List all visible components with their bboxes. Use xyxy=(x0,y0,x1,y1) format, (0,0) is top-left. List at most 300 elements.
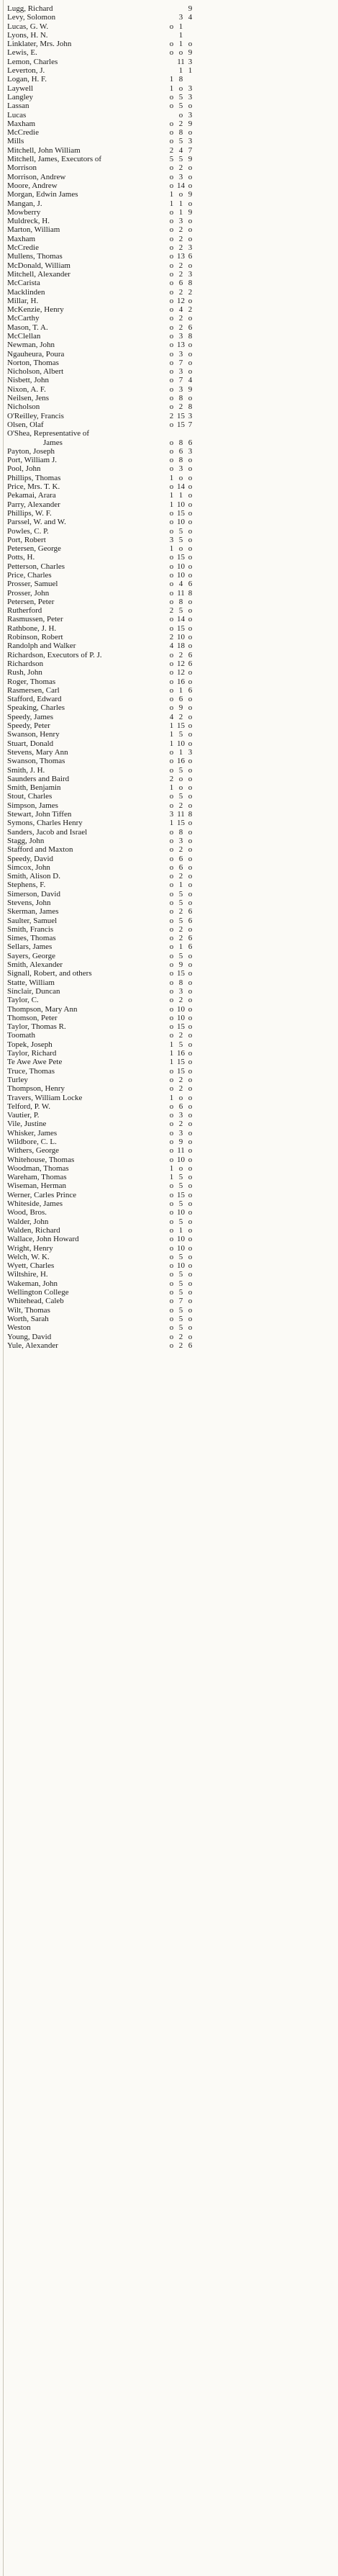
amount-shillings: 15 xyxy=(177,508,185,518)
entry-amount xyxy=(167,969,196,978)
amount-shillings: 2 xyxy=(178,225,183,235)
ledger-row xyxy=(0,641,338,650)
amount-pence: o xyxy=(188,1288,193,1297)
ledger-row xyxy=(0,1067,338,1076)
amount-pounds: o xyxy=(169,518,174,527)
entry-amount xyxy=(167,1323,196,1332)
ledger-row xyxy=(0,199,338,208)
entry-amount xyxy=(167,217,196,225)
amount-pence: o xyxy=(188,464,193,474)
amount-pence: o xyxy=(188,1084,193,1094)
amount-pounds: o xyxy=(169,659,174,668)
amount-pounds: o xyxy=(169,916,174,925)
amount-pounds: o xyxy=(169,765,174,775)
amount-pounds: o xyxy=(169,464,174,474)
amount-pounds: o xyxy=(169,845,174,855)
entry-name: Wakeman, John xyxy=(7,1279,58,1288)
entry-amount xyxy=(167,1031,196,1040)
amount-pence: o xyxy=(188,721,193,731)
amount-pounds: o xyxy=(169,207,174,217)
ledger-row xyxy=(0,766,338,775)
entry-name: Leverton, J. xyxy=(7,66,45,76)
entry-amount xyxy=(167,438,196,447)
amount-pounds: o xyxy=(169,172,174,181)
entry-name: Thompson, Henry xyxy=(7,1084,65,1094)
entry-amount xyxy=(167,4,196,13)
entry-amount xyxy=(167,553,196,562)
amount-pence: o xyxy=(188,535,193,544)
ledger-row xyxy=(0,881,338,889)
entry-name: Pekamai, Arara xyxy=(7,491,56,500)
amount-shillings: 10 xyxy=(177,518,185,527)
amount-shillings: 9 xyxy=(178,703,183,713)
ledger-row xyxy=(0,960,338,969)
amount-pence: 6 xyxy=(188,323,193,332)
amount-pounds: o xyxy=(169,1181,174,1191)
entry-name: Laywell xyxy=(7,84,34,93)
amount-shillings: 4 xyxy=(178,305,183,315)
amount-pounds: o xyxy=(169,420,174,429)
entry-name: Potts, H. xyxy=(7,553,35,562)
amount-pence: o xyxy=(188,1270,193,1279)
amount-shillings: 5 xyxy=(178,1252,183,1261)
entry-amount xyxy=(167,367,196,376)
entry-amount xyxy=(167,225,196,234)
ledger-row xyxy=(0,235,338,243)
entry-amount xyxy=(167,863,196,872)
amount-shillings: 8 xyxy=(178,827,183,837)
amount-pence: 2 xyxy=(188,305,193,315)
entry-amount xyxy=(167,1279,196,1288)
ledger-row xyxy=(0,1306,338,1315)
amount-pence: 2 xyxy=(188,287,193,297)
amount-shillings: 12 xyxy=(177,668,185,677)
amount-shillings: 10 xyxy=(177,1208,185,1217)
entry-amount xyxy=(167,128,196,137)
amount-pounds: 1 xyxy=(169,1163,174,1173)
entry-name: Speedy, David xyxy=(7,854,54,863)
amount-pence: o xyxy=(188,456,193,465)
ledger-row xyxy=(0,243,338,252)
amount-pounds: o xyxy=(169,1314,174,1323)
entry-name: Worth, Sarah xyxy=(7,1314,49,1323)
ledger-row xyxy=(0,801,338,810)
amount-shillings: 12 xyxy=(177,296,185,305)
amount-shillings: 15 xyxy=(177,553,185,562)
entry-amount xyxy=(167,855,196,863)
entry-amount xyxy=(167,1173,196,1181)
entry-name: Powles, C. P. xyxy=(7,526,49,536)
ledger-row xyxy=(0,93,338,102)
entry-name: Wiseman, Herman xyxy=(7,1181,67,1191)
entry-amount xyxy=(167,703,196,712)
entry-name: Price, Charles xyxy=(7,571,52,580)
ledger-row xyxy=(0,394,338,402)
ledger-row xyxy=(0,651,338,659)
entry-name: Simes, Thomas xyxy=(7,934,56,943)
amount-pounds: o xyxy=(169,1305,174,1315)
amount-pounds: o xyxy=(169,801,174,810)
entry-amount xyxy=(167,48,196,57)
amount-shillings: 2 xyxy=(178,872,183,881)
entry-name: Rasmersen, Carl xyxy=(7,685,60,695)
entry-name: Lassan xyxy=(7,102,29,111)
amount-pence: o xyxy=(188,889,193,899)
ledger-row xyxy=(0,482,338,491)
ledger-row xyxy=(0,261,338,270)
amount-pence: o xyxy=(188,367,193,377)
entry-name: Petterson, Charles xyxy=(7,562,65,571)
amount-pounds: o xyxy=(169,1341,174,1350)
entry-name: Pool, John xyxy=(7,464,41,474)
ledger-row xyxy=(0,128,338,137)
amount-pence: o xyxy=(188,508,193,518)
entry-amount xyxy=(167,917,196,925)
amount-shillings: 10 xyxy=(177,1004,185,1014)
entry-name: Morgan, Edwin James xyxy=(7,190,78,199)
entry-amount xyxy=(167,739,196,748)
amount-pence: o xyxy=(188,571,193,580)
amount-pounds: o xyxy=(169,1199,174,1209)
amount-pounds: 1 xyxy=(169,1040,174,1049)
amount-shillings: 2 xyxy=(178,934,183,943)
entry-name: Whisker, James xyxy=(7,1128,58,1138)
entry-name: Mason, T. A. xyxy=(7,323,48,332)
entry-name: Statte, William xyxy=(7,978,55,987)
amount-pounds: o xyxy=(169,92,174,102)
amount-pence: o xyxy=(188,1120,193,1129)
ledger-row xyxy=(0,429,338,438)
ledger-row xyxy=(0,84,338,93)
amount-pounds: o xyxy=(169,1323,174,1333)
amount-pence: o xyxy=(188,633,193,642)
entry-name: Smith, Francis xyxy=(7,924,54,934)
entry-name: Lewis, E. xyxy=(7,48,37,58)
entry-amount xyxy=(167,341,196,349)
amount-pounds: o xyxy=(169,623,174,633)
entry-amount xyxy=(167,518,196,526)
ledger-row xyxy=(0,1173,338,1181)
amount-pounds: o xyxy=(169,394,174,403)
entry-amount xyxy=(167,500,196,509)
entry-amount xyxy=(167,314,196,323)
entry-amount xyxy=(167,1226,196,1235)
amount-pounds: o xyxy=(169,358,174,367)
amount-shillings: 5 xyxy=(178,1305,183,1315)
amount-pence: o xyxy=(188,1173,193,1182)
amount-pence: 3 xyxy=(188,446,193,456)
amount-shillings: 4 xyxy=(178,145,183,155)
ledger-row xyxy=(0,925,338,934)
amount-pence: 6 xyxy=(188,942,193,952)
entry-name: Taylor, Thomas R. xyxy=(7,1022,66,1032)
amount-shillings: 3 xyxy=(178,349,183,359)
amount-pounds: o xyxy=(169,898,174,907)
amount-pounds: o xyxy=(169,924,174,934)
amount-shillings: 5 xyxy=(178,155,183,164)
amount-pounds: o xyxy=(169,1297,174,1306)
amount-pounds: 1 xyxy=(169,1058,174,1067)
entry-amount xyxy=(167,624,196,633)
amount-pence: 9 xyxy=(188,119,193,128)
ledger-row xyxy=(0,385,338,394)
amount-pence: 4 xyxy=(188,376,193,385)
amount-pence: o xyxy=(188,1314,193,1323)
amount-pounds: o xyxy=(169,1208,174,1217)
amount-pence: 4 xyxy=(188,13,193,22)
entry-amount xyxy=(167,996,196,1004)
ledger-row xyxy=(0,1297,338,1305)
amount-shillings: 5 xyxy=(178,1323,183,1333)
amount-pence: 6 xyxy=(188,907,193,917)
entry-amount xyxy=(167,1067,196,1076)
amount-pounds: 2 xyxy=(169,633,174,642)
ledger-row xyxy=(0,695,338,703)
amount-shillings: o xyxy=(178,110,183,120)
amount-pounds: 3 xyxy=(169,535,174,544)
entry-name: Welch, W. K. xyxy=(7,1252,50,1261)
ledger-row xyxy=(0,1129,338,1138)
amount-pounds: o xyxy=(169,757,174,766)
entry-amount xyxy=(167,261,196,270)
amount-shillings: o xyxy=(178,774,183,783)
entry-amount xyxy=(167,402,196,411)
entry-amount xyxy=(167,1040,196,1049)
entry-name: Smith, Benjamin xyxy=(7,783,61,793)
entry-amount xyxy=(167,1138,196,1146)
entry-name: Phillips, Thomas xyxy=(7,473,61,482)
amount-shillings: 10 xyxy=(177,562,185,571)
amount-shillings: 2 xyxy=(178,234,183,243)
amount-pounds: o xyxy=(169,1155,174,1164)
amount-pence: o xyxy=(188,1111,193,1120)
entry-name: Morrison, Andrew xyxy=(7,172,66,181)
ledger-row xyxy=(0,288,338,297)
ledger-row xyxy=(0,1315,338,1323)
entry-name: Millar, H. xyxy=(7,296,39,305)
entry-name: Randolph and Walker xyxy=(7,641,76,651)
amount-pence: o xyxy=(188,872,193,881)
entry-amount xyxy=(167,429,196,438)
entry-amount xyxy=(167,288,196,297)
amount-shillings: 8 xyxy=(178,456,183,465)
amount-pounds: o xyxy=(169,1004,174,1014)
entry-name: Saunders and Baird xyxy=(7,774,70,783)
ledger-row xyxy=(0,1076,338,1084)
amount-pounds: o xyxy=(169,863,174,872)
amount-pounds: o xyxy=(169,597,174,606)
amount-shillings: 2 xyxy=(178,845,183,855)
ledger-row xyxy=(0,996,338,1004)
amount-shillings: o xyxy=(178,1163,183,1173)
entry-amount xyxy=(167,721,196,730)
entry-amount xyxy=(167,102,196,110)
entry-name: Mullens, Thomas xyxy=(7,252,63,261)
ledger-row xyxy=(0,757,338,765)
entry-amount xyxy=(167,890,196,899)
entry-name: Langley xyxy=(7,92,34,102)
entry-name: Smith, J. H. xyxy=(7,765,45,775)
amount-shillings: 16 xyxy=(177,677,185,686)
entry-name: Richardson xyxy=(7,659,44,668)
entry-name: Norton, Thomas xyxy=(7,358,59,367)
amount-pence: o xyxy=(188,199,193,208)
ledger-row xyxy=(0,571,338,580)
entry-name: Travers, William Locke xyxy=(7,1093,83,1102)
ledger-row xyxy=(0,1333,338,1341)
ledger-row xyxy=(0,855,338,863)
entry-amount xyxy=(167,93,196,102)
amount-pence: o xyxy=(188,960,193,970)
amount-shillings: 7 xyxy=(178,1297,183,1306)
amount-shillings: 8 xyxy=(178,75,183,84)
amount-pence: o xyxy=(188,1199,193,1209)
entry-name: McKenzie, Henry xyxy=(7,305,64,315)
amount-pence: o xyxy=(188,695,193,704)
amount-shillings: 5 xyxy=(178,1288,183,1297)
amount-shillings: 3 xyxy=(178,331,183,341)
ledger-row xyxy=(0,1146,338,1155)
ledger-row xyxy=(0,527,338,536)
amount-shillings: 12 xyxy=(177,659,185,668)
amount-pence: o xyxy=(188,341,193,350)
amount-pence: o xyxy=(188,1146,193,1156)
amount-pounds: o xyxy=(169,181,174,190)
amount-pence: o xyxy=(188,730,193,739)
amount-shillings: 3 xyxy=(178,986,183,996)
entry-amount xyxy=(167,801,196,810)
ledger-row xyxy=(0,509,338,518)
amount-pence: o xyxy=(188,1261,193,1271)
entry-name: Wright, Henry xyxy=(7,1243,53,1253)
amount-pence: o xyxy=(188,677,193,686)
amount-pounds: o xyxy=(169,243,174,253)
amount-shillings: 5 xyxy=(178,1181,183,1191)
entry-name: Whitehouse, Thomas xyxy=(7,1155,75,1164)
amount-shillings: 1 xyxy=(178,747,183,757)
amount-pounds: 2 xyxy=(169,145,174,155)
entry-name: Speedy, Peter xyxy=(7,721,50,731)
ledger-row xyxy=(0,677,338,686)
entry-name: Stout, Charles xyxy=(7,792,52,801)
ledger-row xyxy=(0,890,338,899)
amount-pence: o xyxy=(188,217,193,226)
amount-pounds: o xyxy=(169,1261,174,1271)
amount-shillings: 5 xyxy=(178,1173,183,1182)
entry-name: Phillips, W. F. xyxy=(7,508,52,518)
amount-pounds: o xyxy=(169,22,174,31)
amount-pence: o xyxy=(188,623,193,633)
entry-amount xyxy=(167,420,196,429)
entry-name: Toomath xyxy=(7,1031,35,1040)
ledger-row xyxy=(0,1040,338,1049)
entry-name: Payton, Joseph xyxy=(7,446,55,456)
ledger-row xyxy=(0,297,338,305)
amount-pence: 8 xyxy=(188,588,193,598)
amount-pence: o xyxy=(188,234,193,243)
entry-amount xyxy=(167,1076,196,1084)
ledger-row xyxy=(0,1279,338,1288)
ledger-row xyxy=(0,474,338,482)
amount-pounds: 1 xyxy=(169,500,174,509)
amount-pence: o xyxy=(188,792,193,801)
entry-name: Wyett, Charles xyxy=(7,1261,55,1271)
amount-pence: o xyxy=(188,1235,193,1244)
ledger-row xyxy=(0,323,338,332)
amount-pounds: o xyxy=(169,1279,174,1288)
entry-name: Nicholson, Albert xyxy=(7,367,64,377)
amount-pence: o xyxy=(188,863,193,872)
entry-amount xyxy=(167,279,196,287)
entry-amount xyxy=(167,456,196,464)
amount-pounds: 2 xyxy=(169,411,174,420)
amount-pounds: o xyxy=(169,1225,174,1235)
entry-amount xyxy=(167,659,196,668)
amount-shillings: 10 xyxy=(177,1013,185,1022)
entry-amount xyxy=(167,155,196,163)
entry-name: Prosser, Samuel xyxy=(7,580,58,589)
entry-amount xyxy=(167,615,196,623)
ledger-row xyxy=(0,58,338,66)
entry-name: Maxham xyxy=(7,119,36,128)
amount-pounds: o xyxy=(169,872,174,881)
ledger-row xyxy=(0,1199,338,1208)
ledger-row xyxy=(0,402,338,411)
entry-name: Sellars, James xyxy=(7,942,52,952)
amount-shillings: 1 xyxy=(178,942,183,952)
amount-pence: 1 xyxy=(188,66,193,76)
ledger-row xyxy=(0,447,338,456)
amount-pence: o xyxy=(188,102,193,111)
amount-pounds: o xyxy=(169,1252,174,1261)
amount-shillings: 2 xyxy=(178,907,183,917)
amount-pounds: 2 xyxy=(169,774,174,783)
entry-amount xyxy=(167,394,196,402)
entry-amount xyxy=(167,1022,196,1031)
entry-amount xyxy=(167,819,196,827)
ledger-row xyxy=(0,1217,338,1226)
amount-shillings: 6 xyxy=(178,1102,183,1111)
amount-pence: o xyxy=(188,544,193,554)
amount-shillings: o xyxy=(178,48,183,58)
amount-shillings: 11 xyxy=(177,57,185,66)
amount-pounds: o xyxy=(169,1270,174,1279)
amount-pence: o xyxy=(188,1305,193,1315)
amount-pounds: o xyxy=(169,341,174,350)
amount-pounds: o xyxy=(169,1120,174,1129)
amount-pence: 3 xyxy=(188,747,193,757)
entry-name: Truce, Thomas xyxy=(7,1066,55,1076)
amount-shillings: 10 xyxy=(177,1155,185,1164)
entry-name: Wallace, John Howard xyxy=(7,1235,79,1244)
amount-pence: o xyxy=(188,553,193,562)
amount-shillings: 2 xyxy=(178,163,183,173)
amount-pence: 6 xyxy=(188,916,193,925)
amount-shillings: 1 xyxy=(178,685,183,695)
ledger-row xyxy=(0,942,338,951)
ledger-row xyxy=(0,102,338,110)
amount-pounds: 1 xyxy=(169,75,174,84)
entry-name: Smith, Alison D. xyxy=(7,872,60,881)
ledger-row xyxy=(0,305,338,314)
entry-name: Olsen, Olaf xyxy=(7,420,44,429)
ledger-row xyxy=(0,837,338,845)
ledger-row xyxy=(0,872,338,881)
entry-amount xyxy=(167,1146,196,1155)
entry-name: Stagg, John xyxy=(7,836,45,845)
entry-name: Rathbone, J. H. xyxy=(7,623,57,633)
ledger-row xyxy=(0,208,338,217)
